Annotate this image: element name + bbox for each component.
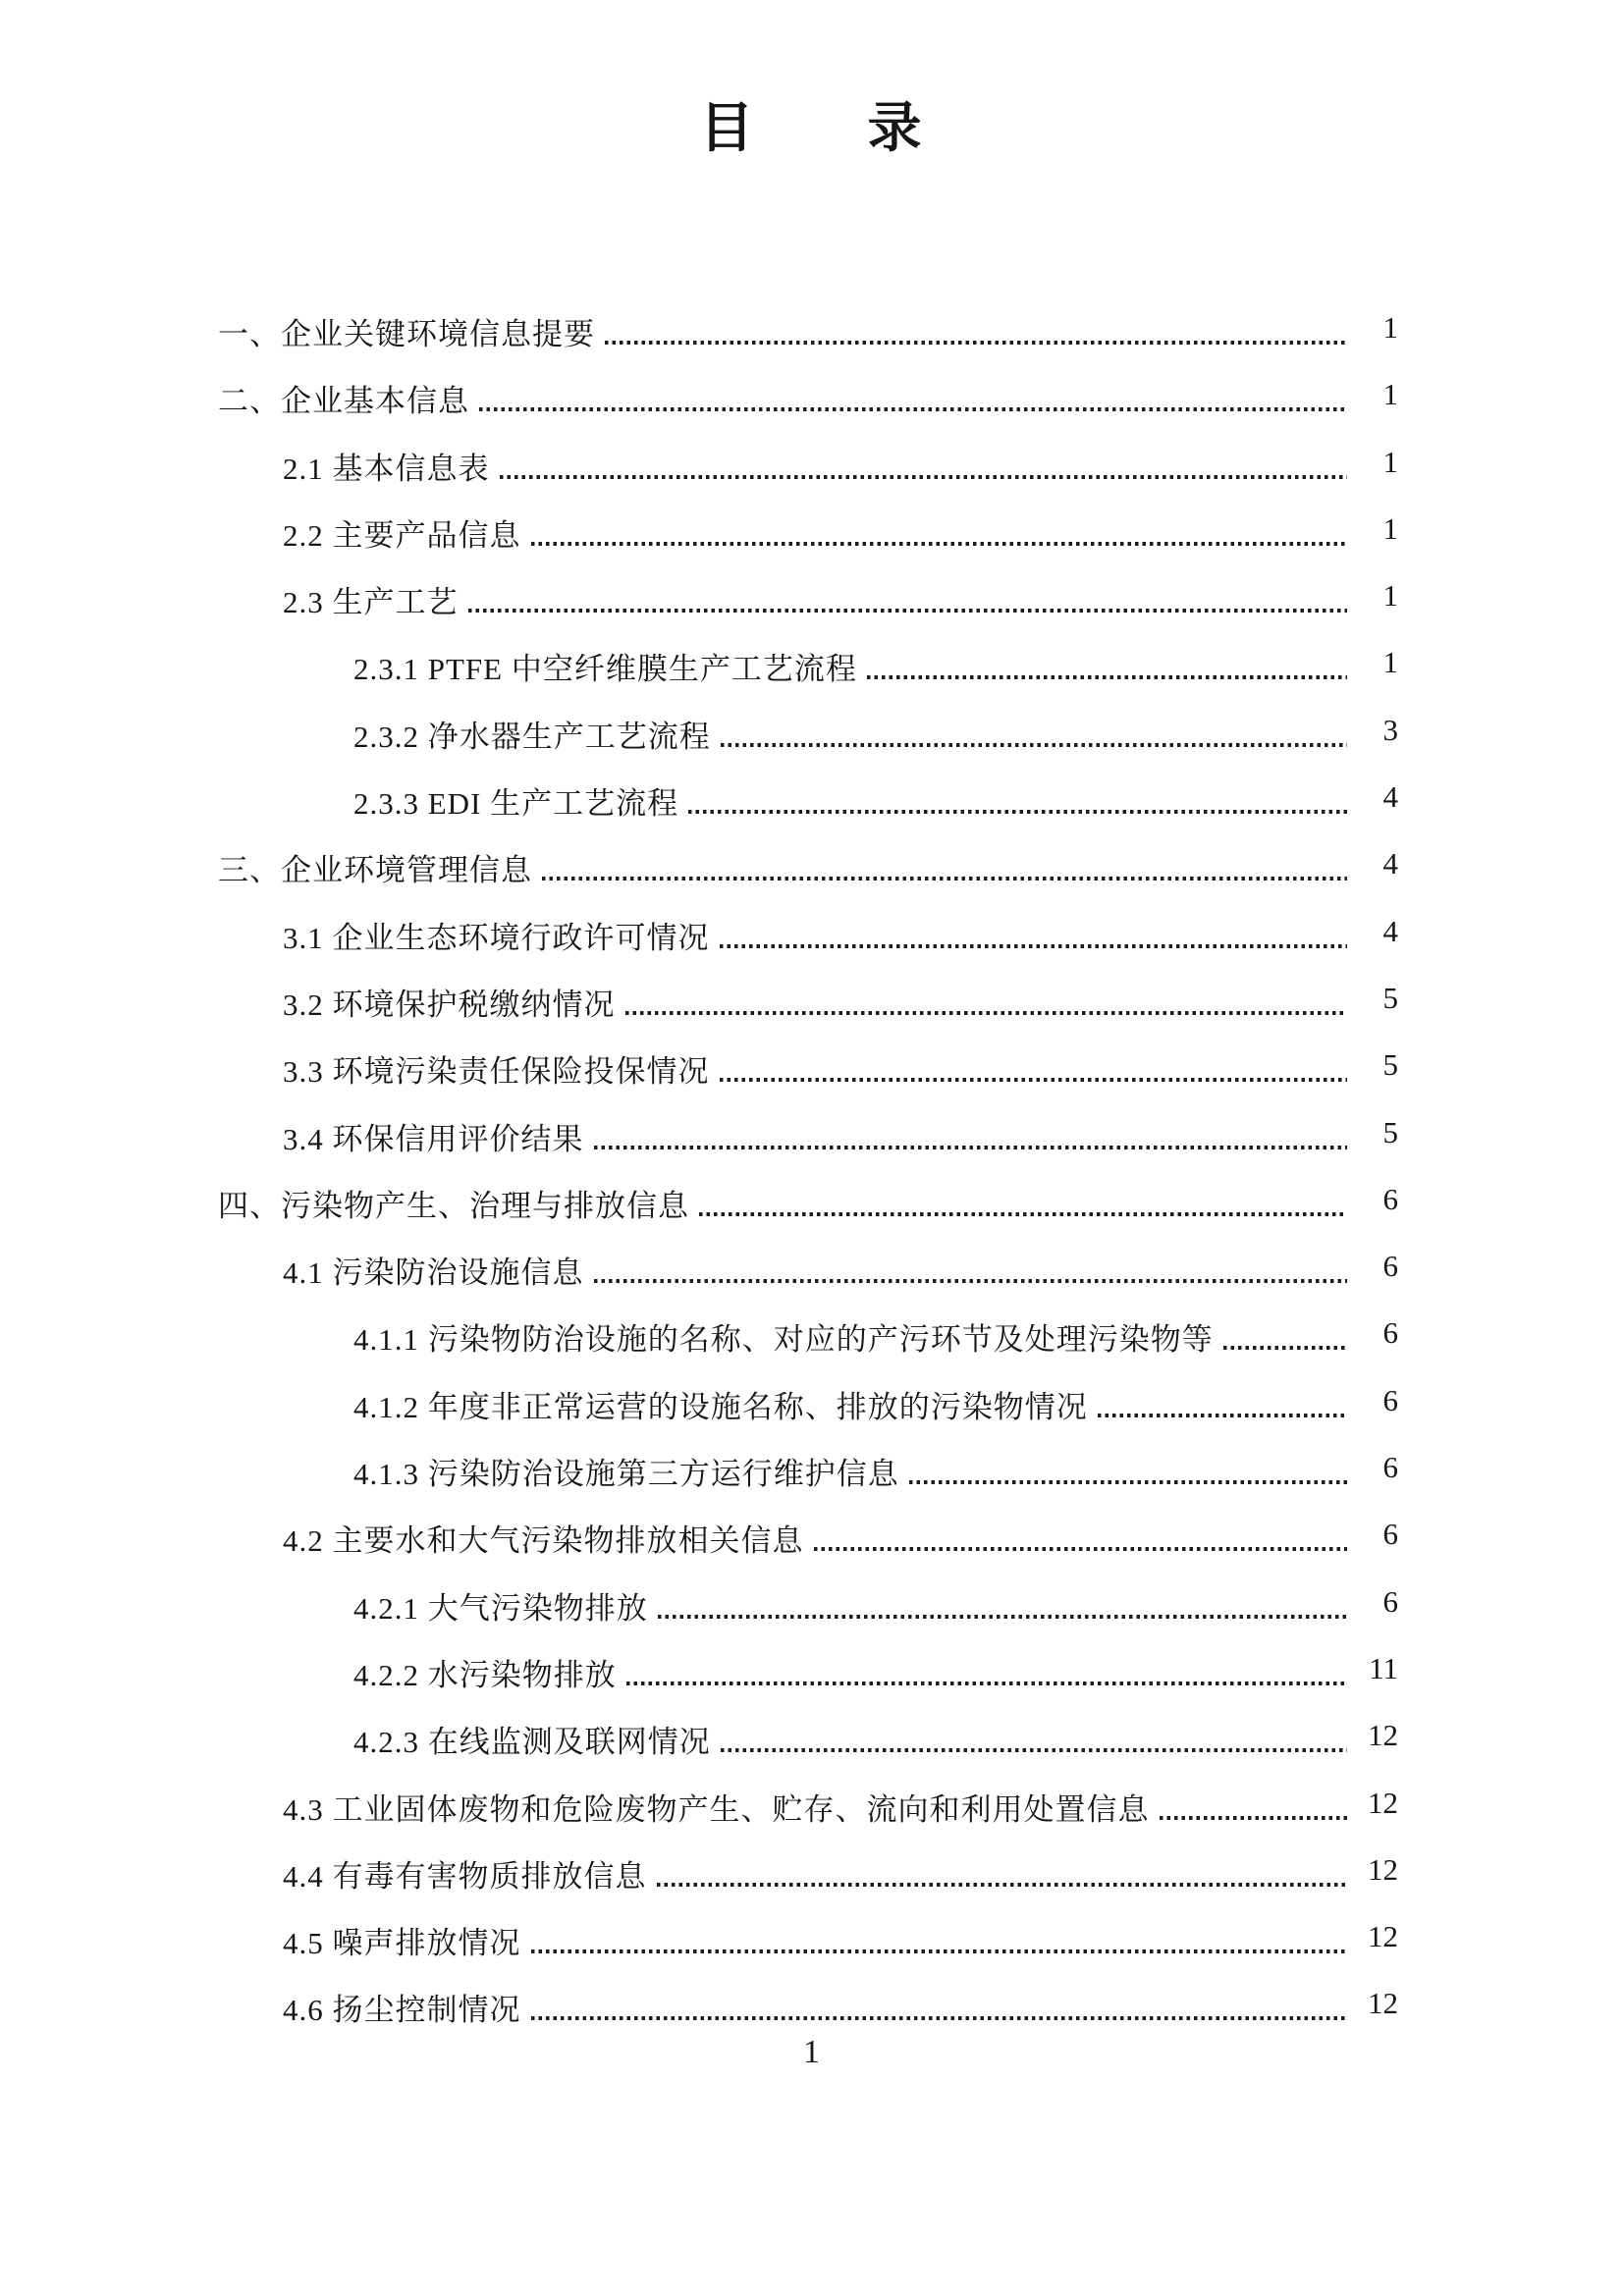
- toc-entry-label: 4.5 噪声排放情况: [283, 1926, 521, 1961]
- toc-entry: [218, 1919, 1398, 1992]
- dot-leader: [867, 675, 1347, 679]
- toc-entry-page: 6: [1382, 1450, 1398, 1485]
- toc-entry-label: 4.2.2 水污染物排放: [353, 1657, 617, 1692]
- dot-leader: [542, 877, 1347, 881]
- toc-entry-label: 4.3 工业固体废物和危险废物产生、贮存、流向和利用处置信息: [283, 1791, 1150, 1827]
- toc-entry: [218, 1450, 1398, 1522]
- toc-entry-label: 2.3 生产工艺: [283, 585, 459, 620]
- dot-leader: [909, 1480, 1347, 1484]
- toc-entry-label: 3.3 环境污染责任保险投保情况: [283, 1054, 710, 1090]
- toc-entry-page: 1: [1382, 310, 1398, 345]
- dot-leader: [1223, 1346, 1347, 1350]
- toc-entry-page: 6: [1382, 1517, 1398, 1552]
- toc-entry-page: 5: [1382, 980, 1398, 1015]
- toc-entry-page: 6: [1382, 1583, 1398, 1619]
- toc-entry-page: 4: [1382, 779, 1398, 815]
- toc-entry-label: 4.2 主要水和大气污染物排放相关信息: [283, 1523, 804, 1559]
- dot-leader: [479, 407, 1347, 411]
- toc-entry-page: 6: [1382, 1382, 1398, 1417]
- toc-entry-page: 1: [1382, 510, 1398, 546]
- dot-leader: [626, 1682, 1347, 1685]
- dot-leader: [814, 1547, 1348, 1551]
- toc-entry-page: 1: [1382, 444, 1398, 479]
- toc-entry-page: 12: [1368, 1986, 1398, 2021]
- toc-entry-label: 4.1.2 年度非正常运营的设施名称、排放的污染物情况: [353, 1389, 1088, 1424]
- toc-entry: [218, 1249, 1398, 1321]
- toc-entry: [218, 578, 1398, 651]
- toc-entry: [218, 1047, 1398, 1120]
- dot-leader: [531, 1949, 1348, 1953]
- toc-entry: [218, 377, 1398, 450]
- toc-entry-label: 2.1 基本信息表: [283, 451, 490, 486]
- page-title: 目 录: [699, 98, 924, 158]
- toc-entry-page: 4: [1382, 846, 1398, 881]
- dot-leader: [688, 810, 1347, 814]
- toc-entry: [218, 1718, 1398, 1790]
- toc-entry-label: 4.6 扬尘控制情况: [283, 1993, 521, 2028]
- toc-entry-label: 2.2 主要产品信息: [283, 517, 521, 553]
- toc-entry-page: 11: [1369, 1650, 1398, 1685]
- toc-entry: [218, 779, 1398, 852]
- dot-leader: [468, 609, 1348, 613]
- toc-entry-label: 4.1.3 污染防治设施第三方运行维护信息: [353, 1457, 899, 1492]
- dot-leader: [594, 1279, 1348, 1283]
- dot-leader: [1098, 1414, 1347, 1417]
- toc-entry-label: 三、企业环境管理信息: [218, 853, 532, 888]
- dot-leader: [720, 1078, 1348, 1082]
- footer-page-number: 1: [803, 2034, 820, 2070]
- toc-entry-page: 6: [1382, 1249, 1398, 1284]
- dot-leader: [721, 743, 1347, 747]
- dot-leader: [531, 542, 1348, 546]
- toc-entry-label: 4.1 污染防治设施信息: [283, 1255, 584, 1291]
- toc-entry: [218, 1851, 1398, 1925]
- toc-entry: [218, 310, 1398, 383]
- toc-entry-page: 6: [1382, 1315, 1398, 1351]
- toc-entry-page: 1: [1382, 645, 1398, 680]
- dot-leader: [594, 1146, 1348, 1149]
- dot-leader: [658, 1615, 1347, 1619]
- toc-entry: [218, 1785, 1398, 1858]
- dot-leader: [721, 1748, 1347, 1752]
- toc-entry-label: 3.2 环境保护税缴纳情况: [283, 987, 616, 1022]
- toc-entry: [218, 712, 1398, 785]
- dot-leader: [720, 944, 1348, 948]
- toc-entry-label: 四、污染物产生、治理与排放信息: [218, 1188, 689, 1223]
- toc-entry-page: 3: [1382, 712, 1398, 747]
- dot-leader: [1160, 1816, 1348, 1820]
- toc-entry-page: 5: [1382, 1047, 1398, 1083]
- toc-list: [218, 310, 1398, 2059]
- toc-entry-label: 2.3.2 净水器生产工艺流程: [353, 719, 711, 754]
- dot-leader: [657, 1883, 1348, 1887]
- dot-leader: [625, 1011, 1348, 1015]
- toc-entry-page: 1: [1382, 377, 1398, 412]
- toc-entry-page: 12: [1368, 1851, 1398, 1887]
- toc-entry: [218, 510, 1398, 584]
- toc-entry-page: 12: [1368, 1718, 1398, 1753]
- toc-entry-label: 4.2.3 在线监测及联网情况: [353, 1725, 711, 1760]
- toc-entry: [218, 1114, 1398, 1188]
- toc-entry-page: 4: [1382, 913, 1398, 948]
- toc-entry-page: 12: [1368, 1785, 1398, 1820]
- dot-leader: [605, 341, 1347, 345]
- toc-entry: [218, 846, 1398, 919]
- toc-entry-label: 2.3.3 EDI 生产工艺流程: [353, 786, 679, 822]
- toc-entry: [218, 1650, 1398, 1724]
- toc-entry-page: 5: [1382, 1114, 1398, 1149]
- toc-entry: [218, 1315, 1398, 1388]
- toc-entry: [218, 1181, 1398, 1255]
- toc-entry-label: 二、企业基本信息: [218, 384, 469, 419]
- toc-entry: [218, 1382, 1398, 1456]
- toc-entry-label: 2.3.1 PTFE 中空纤维膜生产工艺流程: [353, 652, 857, 687]
- toc-entry: [218, 1583, 1398, 1657]
- toc-entry-label: 4.4 有毒有害物质排放信息: [283, 1858, 647, 1894]
- toc-entry: [218, 444, 1398, 517]
- toc-entry-label: 4.1.1 污染物防治设施的名称、对应的产污环节及处理污染物等: [353, 1322, 1214, 1358]
- dot-leader: [500, 475, 1348, 479]
- toc-entry-page: 12: [1368, 1919, 1398, 1954]
- toc-entry-label: 3.1 企业生态环境行政许可情况: [283, 920, 710, 955]
- toc-entry: [218, 645, 1398, 718]
- toc-entry: [218, 913, 1398, 987]
- toc-entry-label: 一、企业关键环境信息提要: [218, 317, 595, 351]
- toc-entry: [218, 1517, 1398, 1589]
- dot-leader: [531, 2016, 1348, 2020]
- toc-entry: [218, 980, 1398, 1053]
- dot-leader: [699, 1212, 1347, 1216]
- toc-entry-page: 1: [1382, 578, 1398, 614]
- toc-entry-label: 3.4 环保信用评价结果: [283, 1121, 584, 1156]
- toc-entry-label: 4.2.1 大气污染物排放: [353, 1590, 648, 1626]
- toc-entry-page: 6: [1382, 1181, 1398, 1216]
